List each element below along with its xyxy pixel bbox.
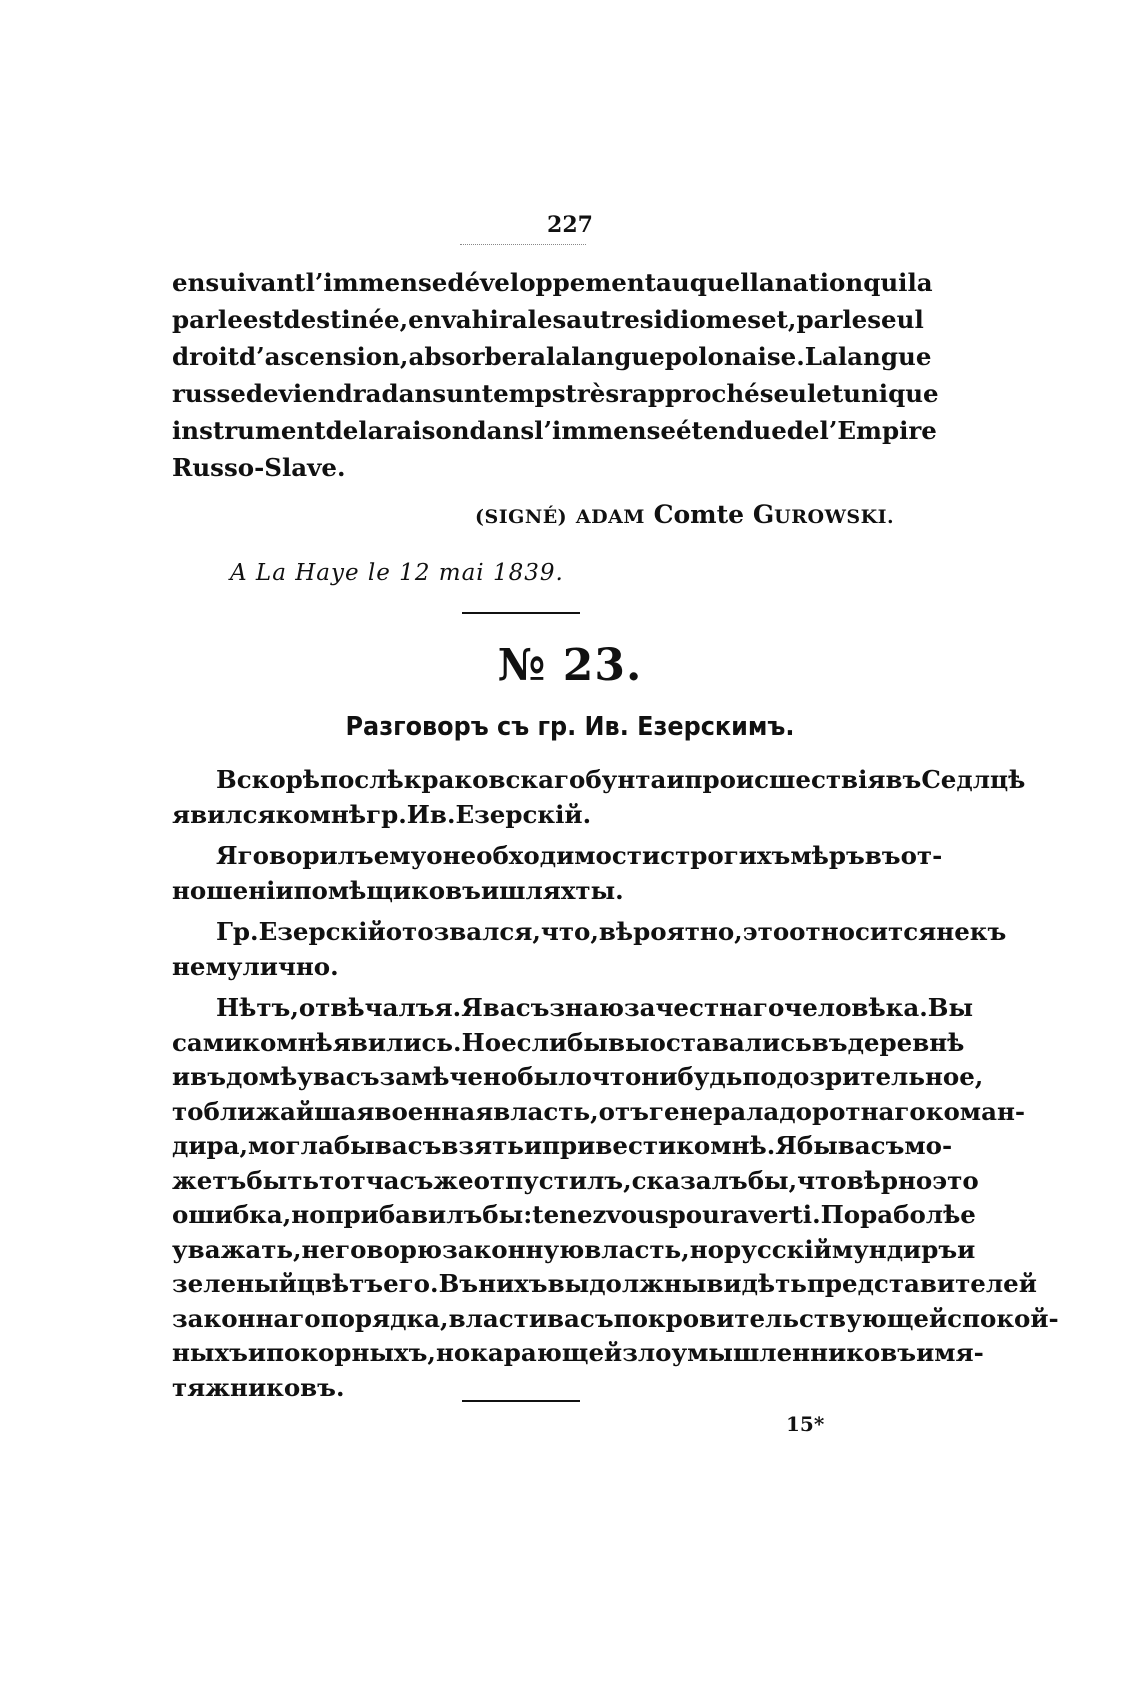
word: Вы (927, 993, 974, 1022)
word: бы (796, 1131, 838, 1160)
word: мнѣ. (710, 1131, 776, 1160)
word: qui (863, 268, 908, 297)
text-line (172, 1164, 979, 1199)
word: les (527, 305, 567, 334)
word: Russo-Slave. (172, 453, 346, 482)
word: Я (775, 1131, 797, 1160)
text-line (172, 1060, 984, 1095)
end-divider (462, 1400, 580, 1402)
word: l’immense (305, 268, 448, 297)
word: замѣчено (379, 1062, 518, 1091)
word: от- (900, 841, 943, 870)
word: la (358, 416, 384, 445)
word: бунта (585, 765, 667, 794)
word: deviendra (245, 379, 382, 408)
signature-first-name: ADAM (575, 506, 645, 528)
word: честнаго (655, 993, 785, 1022)
paragraph (172, 763, 1026, 832)
section-divider (462, 612, 580, 614)
word: par (796, 305, 843, 334)
text-line (172, 763, 1026, 798)
word: нихъ (478, 1269, 548, 1298)
word: злоумышленниковъ (622, 1338, 917, 1367)
text-line (172, 950, 874, 985)
word: de (325, 416, 359, 445)
text-line (172, 798, 874, 833)
text-line (172, 264, 933, 301)
word: вѣроятно, (598, 917, 743, 946)
paragraph (172, 991, 1059, 1405)
word: la (749, 268, 775, 297)
text-line (172, 874, 874, 909)
word: de (786, 416, 820, 445)
word: seul (867, 305, 924, 334)
word: не (301, 1234, 336, 1264)
page-number-underline (460, 244, 586, 245)
word: и (916, 1338, 935, 1367)
word: вы (607, 1027, 650, 1057)
word: сами (172, 1027, 243, 1057)
word: la (546, 342, 572, 371)
text-line (172, 1233, 976, 1268)
word: и (523, 1131, 543, 1160)
word: это (932, 1165, 979, 1195)
word: прибавилъ (325, 1200, 483, 1229)
word: développement (447, 268, 657, 297)
word: человѣка. (784, 993, 928, 1022)
word: l’immense (534, 416, 676, 445)
word: raison (383, 416, 470, 445)
word: Нѣтъ, (216, 993, 299, 1022)
word: но (435, 1338, 471, 1367)
word: за (623, 993, 656, 1022)
word: что (797, 1165, 847, 1195)
word: но (291, 1200, 326, 1229)
word: Пора (820, 1200, 894, 1229)
word: бы (567, 1027, 608, 1057)
word: ротнаго (811, 1096, 926, 1126)
word: destinée, (283, 305, 409, 334)
word: что (591, 1062, 642, 1091)
word: averti. (732, 1200, 821, 1229)
word: нибудь (641, 1062, 743, 1091)
word: отъ (598, 1096, 649, 1126)
word: знаю (549, 993, 624, 1022)
word: жетъ (172, 1165, 247, 1195)
word: нему (172, 951, 243, 981)
word: ближайшая (203, 1096, 375, 1126)
word: васъ (547, 1303, 614, 1333)
word: говорю (335, 1234, 443, 1264)
text-line (172, 1336, 984, 1371)
word: ко (242, 1027, 277, 1057)
word: васъ (482, 993, 550, 1022)
word: мо- (904, 1131, 953, 1160)
word: видѣть (706, 1269, 807, 1298)
word: если (501, 1027, 568, 1057)
word: отпустилъ, (473, 1165, 632, 1195)
text-line (172, 1267, 1037, 1302)
signature-surname-initial: G (752, 500, 775, 529)
page-number: 227 (547, 212, 593, 238)
word: autres (566, 305, 654, 334)
word: langue (837, 342, 932, 371)
word: краковскаго (403, 765, 586, 794)
word: болѣе (893, 1200, 976, 1229)
word: rapproché (619, 379, 760, 408)
word: très (565, 379, 620, 408)
word: dans (381, 379, 447, 408)
paragraph (172, 915, 1007, 984)
word: лично. (242, 951, 339, 981)
word: шляхты. (499, 875, 624, 905)
word: домѣ (226, 1062, 298, 1091)
word: seul (759, 379, 817, 408)
text-line (172, 375, 939, 412)
word: въ (811, 1027, 848, 1057)
word: деревнѣ (847, 1027, 965, 1057)
word: мя- (934, 1338, 984, 1367)
word: русскій (724, 1234, 832, 1264)
text-line (172, 338, 932, 375)
word: un (446, 379, 482, 408)
word: бы, (747, 1165, 798, 1195)
word: сказалъ (631, 1165, 748, 1195)
word: послѣ (320, 765, 404, 794)
word: къ (969, 917, 1007, 946)
word: Седлцѣ (921, 765, 1026, 794)
word: Въ (438, 1269, 479, 1298)
word: порядка, (320, 1303, 449, 1333)
signature-signed: (SIGNÉ) (475, 506, 568, 528)
word: привести (542, 1131, 677, 1160)
word: envahira (408, 305, 528, 334)
word: военная (374, 1096, 494, 1126)
word: Я (461, 993, 483, 1022)
word: генерала (648, 1096, 780, 1126)
word: le (842, 305, 868, 334)
word: tenez (532, 1200, 607, 1229)
word: dans (469, 416, 535, 445)
word: и (666, 765, 685, 794)
word: unique (843, 379, 939, 408)
word: васъ (312, 1062, 380, 1091)
text-line (172, 1198, 976, 1233)
word: быть (246, 1165, 320, 1195)
word: о (426, 841, 443, 870)
word: должны (589, 1269, 707, 1298)
word: въ (864, 841, 901, 870)
word: parle (172, 305, 243, 334)
russian-text-block (172, 763, 1059, 1412)
word: власть, (493, 1096, 599, 1126)
text-line (172, 1095, 1026, 1130)
word: langue (571, 342, 665, 371)
word: ему (373, 841, 427, 870)
word: Ив. (406, 799, 456, 829)
text-line (172, 412, 937, 449)
word: est (242, 305, 284, 334)
word: гр. (366, 799, 407, 829)
word: коман- (925, 1096, 1026, 1126)
printer-signature-mark: 15* (786, 1412, 825, 1436)
text-line (172, 1129, 953, 1164)
word: Езерскій. (455, 799, 592, 829)
word: вы (547, 1269, 590, 1298)
text-line (172, 301, 924, 338)
text-line (172, 991, 974, 1026)
word: у (297, 1062, 313, 1091)
word: et, (761, 305, 797, 334)
word: auquel (656, 268, 750, 297)
word: тотчасъ (319, 1165, 434, 1195)
word: и (480, 875, 500, 905)
word: мундиръ (831, 1234, 958, 1264)
word: могла (248, 1131, 334, 1160)
word: то (172, 1096, 204, 1126)
word: Вскорѣ (216, 765, 321, 794)
signature-surname-rest: UROWSKI. (774, 506, 895, 528)
word: et (816, 379, 844, 408)
word: nation (774, 268, 864, 297)
word: было (517, 1062, 592, 1091)
word: законнаго (172, 1303, 321, 1333)
text-line (172, 449, 874, 486)
word: его. (383, 1269, 439, 1298)
word: васъ (374, 1131, 442, 1160)
document-heading: Разговоръ съ гр. Ив. Езерскимъ. (345, 712, 795, 742)
word: что, (540, 917, 599, 946)
word: en (172, 268, 206, 297)
word: idiomes (653, 305, 761, 334)
word: и (247, 1338, 267, 1367)
paragraph (172, 839, 943, 908)
word: droit (172, 342, 240, 371)
word: отозвался, (385, 917, 541, 946)
word: явился (172, 799, 276, 829)
word: ношеніи (172, 875, 294, 905)
word: и (172, 1062, 191, 1091)
word: instrument (172, 416, 326, 445)
text-line (172, 839, 943, 874)
word: дира, (172, 1131, 249, 1160)
french-text-block (172, 264, 939, 486)
word: мнѣ (309, 799, 367, 829)
text-line (172, 1026, 965, 1061)
signature-surname (753, 500, 894, 529)
word: Езерскій (258, 917, 386, 946)
word: отвѣчалъ (298, 993, 435, 1022)
word: la (907, 268, 933, 297)
word: до (779, 1096, 812, 1126)
signature-line (475, 500, 894, 529)
word: Гр. (216, 917, 259, 946)
word: но (689, 1234, 724, 1264)
word: же (433, 1165, 474, 1195)
word: бы (333, 1131, 375, 1160)
word: въ (885, 765, 922, 794)
word: относится (789, 917, 937, 946)
word: Я (216, 841, 238, 870)
word: необходимости (442, 841, 661, 870)
word: помѣщиковъ (293, 875, 481, 905)
text-line (172, 915, 1007, 950)
document-number: № 23. (497, 640, 643, 691)
word: ко (676, 1131, 711, 1160)
word: подозрительное, (742, 1062, 984, 1091)
word: вѣрно (846, 1165, 933, 1195)
word: бы: (482, 1200, 533, 1229)
word: зеленый (172, 1269, 297, 1298)
word: оставались (649, 1027, 812, 1057)
word: говорилъ (237, 841, 374, 870)
word: не (936, 917, 970, 946)
word: власть, (584, 1234, 690, 1264)
word: pour (668, 1200, 733, 1229)
word: Но (461, 1027, 502, 1057)
word: покорныхъ, (266, 1338, 436, 1367)
word: строгихъ (660, 841, 791, 870)
text-line (172, 1302, 1059, 1337)
word: цвѣтъ (296, 1269, 384, 1298)
word: спокой- (947, 1303, 1059, 1333)
word: russe (172, 379, 246, 408)
word: ошибка, (172, 1200, 292, 1229)
word: vous (606, 1200, 669, 1229)
word: уважать, (172, 1234, 302, 1264)
word: васъ (837, 1131, 905, 1160)
word: тяжниковъ. (172, 1372, 345, 1402)
word: въ (190, 1062, 226, 1091)
word: d’ascension, (239, 342, 409, 371)
word: мѣръ (790, 841, 865, 870)
word: absorbera (408, 342, 547, 371)
word: l’Empire (819, 416, 937, 445)
word: я. (434, 993, 462, 1022)
word: suivant (205, 268, 306, 297)
word: ныхъ (172, 1338, 248, 1367)
word: власти (448, 1303, 548, 1333)
word: étendue (675, 416, 787, 445)
word: происшествія (684, 765, 886, 794)
word: взять (441, 1131, 524, 1160)
dateline: A La Haye le 12 mai 1839. (230, 560, 564, 586)
word: явились. (332, 1027, 462, 1057)
word: карающей (470, 1338, 623, 1367)
word: La (804, 342, 838, 371)
word: законную (442, 1234, 585, 1264)
word: покровительствующей (613, 1303, 948, 1333)
word: polonaise. (664, 342, 805, 371)
word: мнѣ (276, 1027, 333, 1057)
word: представителей (806, 1269, 1037, 1298)
word: ко (275, 799, 310, 829)
word: и (957, 1234, 976, 1264)
word: temps (481, 379, 566, 408)
signature-title: Comte (653, 500, 745, 529)
word: это (742, 917, 790, 946)
